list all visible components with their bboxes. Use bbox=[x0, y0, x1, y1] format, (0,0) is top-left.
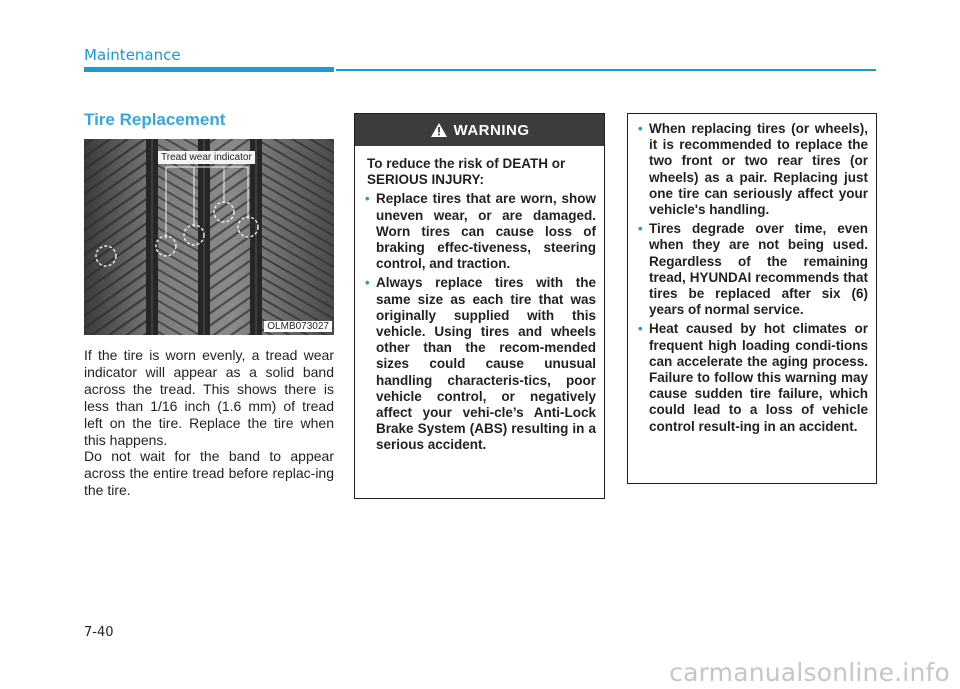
section-header: Maintenance bbox=[84, 46, 181, 64]
header-rule-thick bbox=[84, 67, 334, 72]
bullet-dot-icon: • bbox=[638, 121, 643, 136]
bullet-dot-icon: • bbox=[365, 275, 370, 291]
warning-bullet: • Heat caused by hot climates or frequent high loading condi-tions can accelerate the aging process. Failure to follow this warning may cause sudden tire failure, which could lead to a loss of vehicle control result-ing in an accident. bbox=[638, 321, 868, 434]
warning-continued-box bbox=[627, 113, 877, 484]
warning-header bbox=[355, 114, 604, 146]
body-paragraph-1: If the tire is worn evenly, a tread wear indicator will appear as a solid band across the tread. This shows there is less than 1/16 inch (1.6 mm) of tread left on the tire. Replace the tire when this happens. bbox=[84, 347, 334, 448]
bullet-dot-icon: • bbox=[365, 191, 370, 207]
body-paragraph-2: Do not wait for the band to appear across the entire tread before replac-ing the tire. bbox=[84, 448, 334, 498]
header-rule-thin bbox=[336, 69, 876, 71]
warning-bullet: • Tires degrade over time, even when they are not being used. Regardless of the remaining tread, HYUNDAI recommends that tires be replaced after six (6) years of normal service. bbox=[638, 221, 868, 318]
section-title: Tire Replacement bbox=[84, 110, 226, 129]
warning-label: WARNING bbox=[453, 121, 530, 139]
tread-wear-indicator-callout: Tread wear indicator bbox=[158, 151, 255, 164]
page-number: 7-40 bbox=[84, 625, 114, 640]
warning-intro: To reduce the risk of DEATH or SERIOUS INJURY: bbox=[367, 156, 566, 188]
warning-triangle-icon bbox=[430, 122, 448, 138]
bullet-dot-icon: • bbox=[638, 221, 643, 237]
tire-tread-illustration bbox=[84, 139, 334, 335]
tire-tread-figure bbox=[84, 139, 334, 335]
warning-bullet: • Always replace tires with the same size as each tire that was originally supplied with this vehicle. Using tires and wheels other than the recom-mended sizes could cause unusual handling characteris-tics, poor vehicle control, or negatively affect your vehi-cle’s Anti-Lock Brake System (ABS) resulting in a serious accident. bbox=[365, 275, 596, 453]
figure-code: OLMB073027 bbox=[264, 321, 332, 332]
watermark: carmanualsonline.info bbox=[669, 658, 950, 687]
warning-bullet: • Replace tires that are worn, show uneven wear, or are damaged. Worn tires can cause loss of braking effec-tiveness, steering control, and traction. bbox=[365, 191, 596, 272]
bullet-dot-icon: • bbox=[638, 321, 643, 337]
warning-box bbox=[354, 113, 605, 499]
warning-bullet: • When replacing tires (or wheels), it is recommended to replace the two front or two rear tires (or wheels) as a pair. Replacing just one tire can seriously affect your vehicle's handling. bbox=[638, 121, 868, 218]
